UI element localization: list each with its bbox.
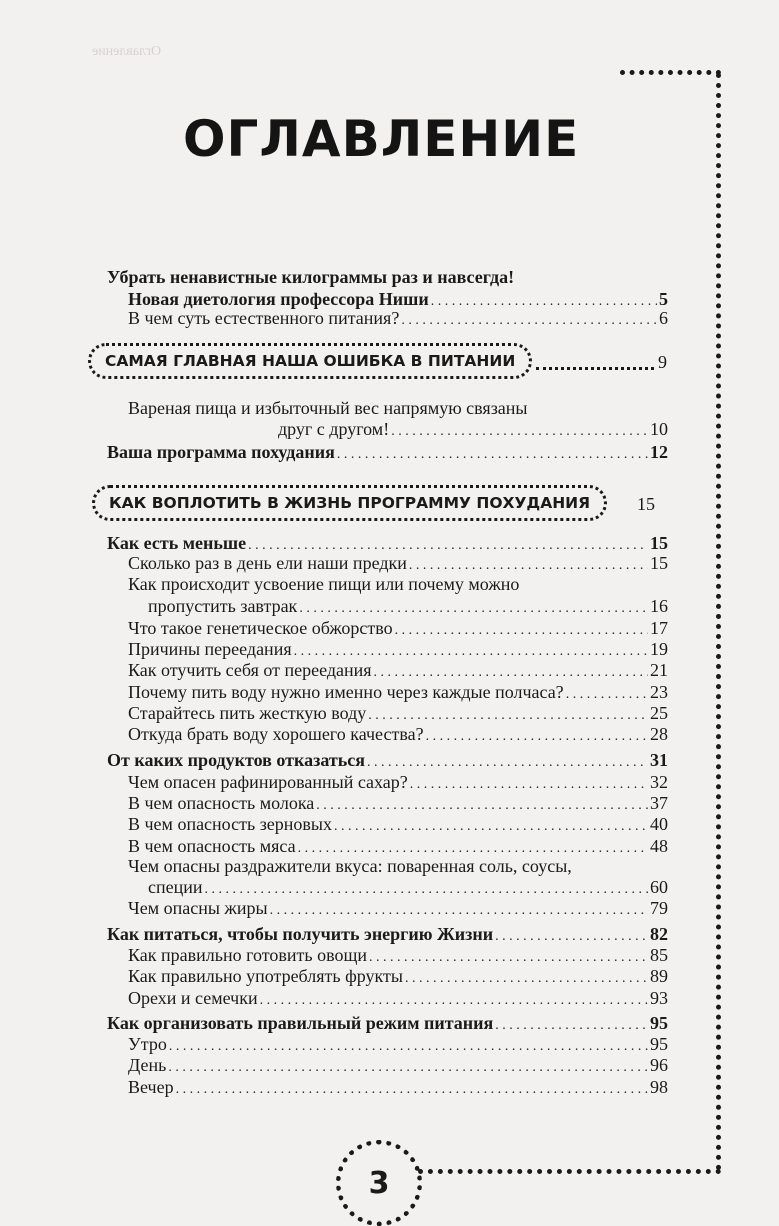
- dot-leader: [337, 441, 648, 466]
- toc-entry[interactable]: [278, 418, 668, 443]
- section-heading-page: 15: [637, 494, 655, 514]
- toc-entry-text: Утро: [128, 1034, 167, 1054]
- toc-entry-text: Как правильно употреблять фрукты: [128, 966, 403, 986]
- toc-entry-text: День: [128, 1055, 167, 1075]
- toc-entry-page: 10: [650, 419, 668, 439]
- toc-entry-text: Сколько раз в день ели наши предки: [128, 553, 407, 573]
- toc-entry-page: 25: [650, 703, 668, 723]
- toc-entry-page: 85: [650, 945, 668, 965]
- toc-entry-page: 48: [650, 836, 668, 856]
- toc-entry-page: 15: [650, 553, 668, 573]
- toc-entry-page: 60: [650, 877, 668, 897]
- dot-leader: [401, 307, 657, 332]
- toc-entry-text: В чем опасность мяса: [128, 836, 296, 856]
- dot-leader: [426, 723, 648, 748]
- toc-entry[interactable]: [128, 987, 668, 1012]
- toc-entry-text: Чем опасен рафинированный сахар?: [128, 772, 408, 792]
- toc-entry-text: Как организовать правильный режим питания: [107, 1013, 494, 1033]
- toc-entry-text: Причины переедания: [128, 639, 292, 659]
- dot-leader: [260, 987, 648, 1012]
- toc-entry-heading[interactable]: [107, 266, 514, 288]
- toc-entry-text: Откуда брать воду хорошего качества?: [128, 724, 424, 744]
- toc-entry-page: 19: [650, 639, 668, 659]
- toc-entry-page: 37: [650, 793, 668, 813]
- toc-entry-page: 6: [659, 308, 668, 328]
- section-heading-label: САМАЯ ГЛАВНАЯ НАША ОШИБКА В ПИТАНИИ: [105, 352, 516, 370]
- dot-leader: [270, 897, 648, 922]
- toc-entry-page: 93: [650, 988, 668, 1008]
- toc-entry-text: Новая диетология профессора Ниши: [128, 289, 429, 309]
- toc-entry[interactable]: [128, 723, 668, 748]
- toc-entry-page: 15: [650, 533, 668, 553]
- toc-entry-text: Как правильно готовить овощи: [128, 945, 367, 965]
- toc-entry-page: 98: [650, 1077, 668, 1097]
- toc-entry-page: 95: [650, 1013, 668, 1033]
- dot-leader: [176, 1076, 648, 1101]
- toc-entry-text: специи: [148, 877, 203, 897]
- page-number-badge: [336, 1140, 422, 1226]
- toc-entry-text: Чем опасны жиры: [128, 898, 268, 918]
- toc-entry-page: 96: [650, 1055, 668, 1075]
- toc-entry-page: 17: [650, 618, 668, 638]
- toc-entry-text: Как происходит усвоение пищи или почему можно: [128, 574, 520, 594]
- section-heading-label: КАК ВОПЛОТИТЬ В ЖИЗНЬ ПРОГРАММУ ПОХУДАНИЯ: [109, 494, 591, 512]
- dot-leader: [391, 418, 648, 443]
- toc-entry-text: пропустить завтрак: [148, 596, 298, 616]
- toc-entry-page: 79: [650, 898, 668, 918]
- section-heading-box[interactable]: [88, 343, 532, 379]
- toc-entry-continued[interactable]: [128, 855, 572, 877]
- toc-entry-page: 16: [650, 596, 668, 616]
- toc-entry-text: В чем опасность молока: [128, 793, 315, 813]
- toc-entry-text: В чем опасность зерновых: [128, 814, 333, 834]
- toc-entry-page: 95: [650, 1034, 668, 1054]
- toc-entry-page: 12: [650, 442, 668, 462]
- toc-entry-text: Орехи и семечки: [128, 988, 258, 1008]
- toc-entry-text: Ваша программа похудания: [107, 442, 335, 462]
- toc-entry-text: Чем опасны раздражители вкуса: поваренная соль, соусы,: [128, 856, 572, 876]
- section-heading-page: 9: [658, 352, 667, 372]
- toc-entry-page: 23: [650, 682, 668, 702]
- toc-entry-text: Вареная пища и избыточный вес напрямую связаны: [128, 398, 528, 418]
- toc-entry-page: 32: [650, 772, 668, 792]
- toc-entry-text: Старайтесь пить жесткую воду: [128, 703, 367, 723]
- section-heading-box[interactable]: [92, 485, 607, 521]
- toc-entry-text: Убрать ненавистные килограммы раз и навсегда!: [107, 267, 515, 287]
- toc-entry-text: Как питаться, чтобы получить энергию Жизни: [107, 924, 494, 944]
- toc-entry-text: В чем суть естественного питания?: [128, 308, 400, 328]
- bleed-through-header: Оглавление: [92, 44, 162, 59]
- toc-entry[interactable]: [128, 307, 668, 332]
- toc-entry[interactable]: [128, 897, 668, 922]
- toc-entry-page: 31: [650, 750, 668, 770]
- toc-entry-text: Вечер: [128, 1077, 174, 1097]
- toc-entry-continued[interactable]: [128, 397, 528, 419]
- dot-leader: [536, 367, 654, 370]
- page-number: 3: [368, 1165, 390, 1201]
- toc-entry-text: От каких продуктов отказаться: [107, 750, 365, 770]
- toc-entry-page: 40: [650, 814, 668, 834]
- toc-entry-page: 5: [659, 289, 668, 309]
- toc-entry-page: 21: [650, 660, 668, 680]
- toc-entry-text: Как есть меньше: [107, 533, 247, 553]
- toc-entry-heading[interactable]: [107, 441, 668, 466]
- toc-entry-text: друг с другом!: [278, 419, 390, 439]
- toc-entry-page: 82: [650, 924, 668, 944]
- toc-entry-text: Что такое генетическое обжорство: [128, 618, 393, 638]
- toc-entry-page: 89: [650, 966, 668, 986]
- toc-entry-text: Почему пить воду нужно именно через каждые полчаса?: [128, 682, 564, 702]
- toc-entry-text: Как отучить себя от переедания: [128, 660, 372, 680]
- toc-entry[interactable]: [128, 1076, 668, 1101]
- page-title: ОГЛАВЛЕНИЕ: [183, 110, 580, 168]
- toc-entry-page: 28: [650, 724, 668, 744]
- toc-entry-continued[interactable]: [128, 573, 519, 595]
